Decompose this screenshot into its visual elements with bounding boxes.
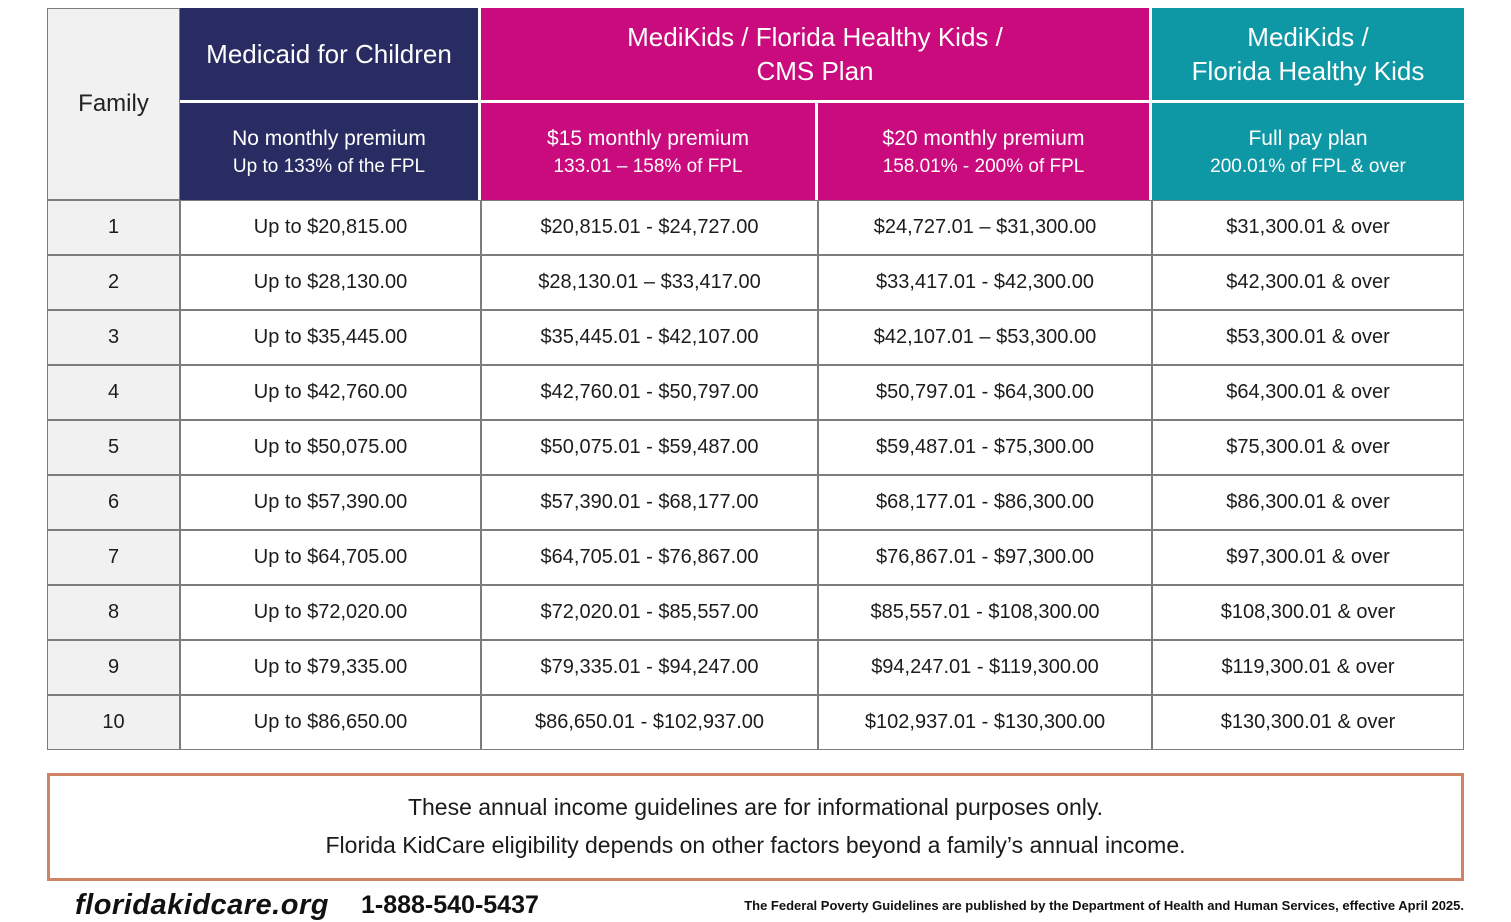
website-link[interactable]: floridakidcare.org — [75, 889, 329, 921]
group-header-medicaid — [180, 8, 481, 103]
subheader-full-pay-line2: 200.01% of FPL & over — [1210, 155, 1406, 177]
subheader-20-premium — [818, 103, 1152, 200]
informational-note-box — [47, 773, 1464, 881]
premium20-range-cell: $68,177.01 - $86,300.00 — [818, 475, 1152, 530]
premium20-range-cell: $24,727.01 – $31,300.00 — [818, 200, 1152, 255]
family-size-cell: 8 — [47, 585, 180, 640]
subheader-15-premium-line1: $15 monthly premium — [547, 126, 749, 150]
medicaid-range-cell: Up to $57,390.00 — [180, 475, 481, 530]
subheader-20-premium-line2: 158.01% - 200% of FPL — [882, 155, 1085, 177]
premium15-range-cell: $86,650.01 - $102,937.00 — [481, 695, 818, 750]
fullpay-range-cell: $119,300.01 & over — [1152, 640, 1464, 695]
fullpay-range-cell: $86,300.01 & over — [1152, 475, 1464, 530]
fullpay-range-cell: $75,300.01 & over — [1152, 420, 1464, 475]
note-line-1: These annual income guidelines are for informational purposes only. — [407, 794, 1104, 820]
fpl-disclaimer-text: The Federal Poverty Guidelines are published by the Department of Health and Human Services, effective April 2025. — [744, 898, 1464, 913]
group-header-medikids-cms — [481, 8, 1152, 103]
premium15-range-cell: $50,075.01 - $59,487.00 — [481, 420, 818, 475]
medicaid-range-cell: Up to $64,705.00 — [180, 530, 481, 585]
premium15-range-cell: $79,335.01 - $94,247.00 — [481, 640, 818, 695]
medicaid-range-cell: Up to $35,445.00 — [180, 310, 481, 365]
income-guidelines-table — [47, 8, 1464, 750]
medicaid-range-cell: Up to $20,815.00 — [180, 200, 481, 255]
family-label: Family — [78, 90, 149, 117]
medicaid-range-cell: Up to $50,075.00 — [180, 420, 481, 475]
fullpay-range-cell: $42,300.01 & over — [1152, 255, 1464, 310]
family-size-cell: 4 — [47, 365, 180, 420]
fullpay-range-cell: $108,300.01 & over — [1152, 585, 1464, 640]
family-size-cell: 5 — [47, 420, 180, 475]
subheader-full-pay-line1: Full pay plan — [1248, 126, 1368, 150]
group-header-medikids-line1: MediKids / Florida Healthy Kids / — [627, 22, 1003, 52]
medicaid-range-cell: Up to $86,650.00 — [180, 695, 481, 750]
premium15-range-cell: $28,130.01 – $33,417.00 — [481, 255, 818, 310]
family-size-cell: 1 — [47, 200, 180, 255]
subheader-20-premium-line1: $20 monthly premium — [882, 126, 1085, 150]
family-size-cell: 3 — [47, 310, 180, 365]
group-header-medikids-line2: CMS Plan — [756, 56, 874, 86]
family-size-cell: 2 — [47, 255, 180, 310]
subheader-no-premium — [180, 103, 481, 200]
page-footer — [47, 889, 1464, 922]
family-size-cell: 10 — [47, 695, 180, 750]
family-column-header — [47, 8, 180, 200]
group-header-medicaid-title: Medicaid for Children — [206, 39, 452, 69]
family-size-cell: 6 — [47, 475, 180, 530]
subheader-no-premium-line2: Up to 133% of the FPL — [232, 155, 426, 177]
family-size-cell: 7 — [47, 530, 180, 585]
fullpay-range-cell: $31,300.01 & over — [1152, 200, 1464, 255]
premium20-range-cell: $59,487.01 - $75,300.00 — [818, 420, 1152, 475]
premium20-range-cell: $85,557.01 - $108,300.00 — [818, 585, 1152, 640]
phone-number: 1-888-540-5437 — [360, 891, 539, 919]
fullpay-range-cell: $97,300.01 & over — [1152, 530, 1464, 585]
fullpay-range-cell: $53,300.01 & over — [1152, 310, 1464, 365]
medicaid-range-cell: Up to $28,130.00 — [180, 255, 481, 310]
premium20-range-cell: $76,867.01 - $97,300.00 — [818, 530, 1152, 585]
subheader-15-premium — [481, 103, 818, 200]
premium15-range-cell: $57,390.01 - $68,177.00 — [481, 475, 818, 530]
group-header-fullpay-line2: Florida Healthy Kids — [1191, 56, 1425, 86]
premium15-range-cell: $42,760.01 - $50,797.00 — [481, 365, 818, 420]
medicaid-range-cell: Up to $72,020.00 — [180, 585, 481, 640]
medicaid-range-cell: Up to $79,335.00 — [180, 640, 481, 695]
premium15-range-cell: $20,815.01 - $24,727.00 — [481, 200, 818, 255]
premium20-range-cell: $94,247.01 - $119,300.00 — [818, 640, 1152, 695]
premium20-range-cell: $50,797.01 - $64,300.00 — [818, 365, 1152, 420]
fullpay-range-cell: $64,300.01 & over — [1152, 365, 1464, 420]
group-header-fullpay-line1: MediKids / — [1247, 22, 1369, 52]
subheader-no-premium-line1: No monthly premium — [232, 126, 426, 150]
subheader-full-pay — [1152, 103, 1464, 200]
premium15-range-cell: $72,020.01 - $85,557.00 — [481, 585, 818, 640]
subheader-15-premium-line2: 133.01 – 158% of FPL — [553, 155, 743, 177]
premium15-range-cell: $35,445.01 - $42,107.00 — [481, 310, 818, 365]
premium20-range-cell: $42,107.01 – $53,300.00 — [818, 310, 1152, 365]
fullpay-range-cell: $130,300.01 & over — [1152, 695, 1464, 750]
premium15-range-cell: $64,705.01 - $76,867.00 — [481, 530, 818, 585]
premium20-range-cell: $102,937.01 - $130,300.00 — [818, 695, 1152, 750]
family-size-cell: 9 — [47, 640, 180, 695]
group-header-fullpay — [1152, 8, 1464, 103]
medicaid-range-cell: Up to $42,760.00 — [180, 365, 481, 420]
premium20-range-cell: $33,417.01 - $42,300.00 — [818, 255, 1152, 310]
note-line-2: Florida KidCare eligibility depends on other factors beyond a family’s annual income. — [325, 832, 1186, 858]
